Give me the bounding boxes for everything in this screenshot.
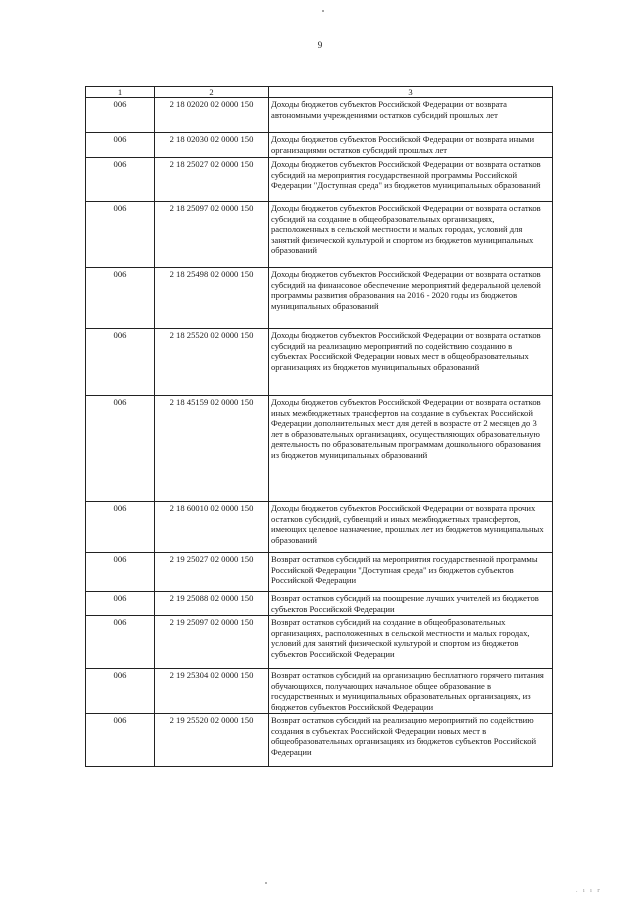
- admin-code-cell: 006: [86, 98, 155, 133]
- income-name-cell: Доходы бюджетов субъектов Российской Федерации от возврата остатков субсидий на мероприятия государственной программы Российской Федерации "Доступная среда" из бюджетов муниципальных образований: [269, 158, 553, 202]
- table-row: [86, 592, 553, 616]
- page-number: 9: [317, 40, 323, 50]
- budget-code-cell: 2 18 25520 02 0000 150: [155, 329, 269, 396]
- income-name-cell: Возврат остатков субсидий на создание в общеобразовательных организациях, расположенных в сельской местности и малых городах, условий для занятий физической культурой и спортом из бюджетов субъектов Российской Федерации: [269, 616, 553, 669]
- income-name-cell: Возврат остатков субсидий на поощрение лучших учителей из бюджетов субъектов Российской Федерации: [269, 592, 553, 616]
- budget-code-cell: 2 18 25097 02 0000 150: [155, 202, 269, 268]
- table-row: [86, 202, 553, 268]
- table-row: [86, 329, 553, 396]
- budget-code-cell: 2 19 25088 02 0000 150: [155, 592, 269, 616]
- table-row: [86, 158, 553, 202]
- scan-speck: [265, 882, 267, 884]
- table-row: [86, 98, 553, 133]
- header-col-2: 2: [155, 87, 269, 98]
- table-row: [86, 714, 553, 767]
- income-name-cell: Доходы бюджетов субъектов Российской Федерации от возврата остатков субсидий на финансовое обеспечение мероприятий федеральной целевой программы развития образования на 2016 - 2020 годы из бюджетов муниципальных образований: [269, 268, 553, 329]
- budget-code-cell: 2 19 25027 02 0000 150: [155, 553, 269, 592]
- table-row: [86, 396, 553, 502]
- budget-code-cell: 2 18 25498 02 0000 150: [155, 268, 269, 329]
- admin-code-cell: 006: [86, 553, 155, 592]
- table-row: [86, 502, 553, 553]
- budget-code-cell: 2 18 02020 02 0000 150: [155, 98, 269, 133]
- admin-code-cell: 006: [86, 202, 155, 268]
- header-col-1: 1: [86, 87, 155, 98]
- header-col-3: 3: [269, 87, 553, 98]
- admin-code-cell: 006: [86, 133, 155, 158]
- table-row: [86, 553, 553, 592]
- budget-code-cell: 2 18 02030 02 0000 150: [155, 133, 269, 158]
- income-name-cell: Возврат остатков субсидий на организацию бесплатного горячего питания обучающихся, получающих начальное общее образование в государственных и муниципальных образовательных организациях, из бюджетов субъектов Российской Федерации: [269, 669, 553, 714]
- admin-code-cell: 006: [86, 592, 155, 616]
- admin-code-cell: 006: [86, 268, 155, 329]
- admin-code-cell: 006: [86, 669, 155, 714]
- admin-code-cell: 006: [86, 714, 155, 767]
- income-name-cell: Доходы бюджетов субъектов Российской Федерации от возврата иными организациями остатков субсидий прошлых лет: [269, 133, 553, 158]
- table-row: [86, 669, 553, 714]
- admin-code-cell: 006: [86, 329, 155, 396]
- table-row: [86, 616, 553, 669]
- budget-code-cell: 2 18 25027 02 0000 150: [155, 158, 269, 202]
- budget-code-cell: 2 19 25520 02 0000 150: [155, 714, 269, 767]
- income-name-cell: Доходы бюджетов субъектов Российской Федерации от возврата остатков субсидий на реализацию мероприятий по содействию созданию в субъектах Российской Федерации новых мест в общеобразовательных организациях из бюджетов муниципальных образований: [269, 329, 553, 396]
- income-name-cell: Возврат остатков субсидий на мероприятия государственной программы Российской Федерации "Доступная среда" из бюджетов субъектов Российской Федерации: [269, 553, 553, 592]
- budget-code-cell: 2 19 25304 02 0000 150: [155, 669, 269, 714]
- income-name-cell: Доходы бюджетов субъектов Российской Федерации от возврата остатков иных межбюджетных трансфертов на создание в субъектах Российской Федерации дополнительных мест для детей в возрасте от 2 месяцев до 3 лет в образовательных организациях, осуществляющих образовательную деятельность по образовательным программам дошкольного образования из бюджетов муниципальных образований: [269, 396, 553, 502]
- scan-speck: [322, 10, 324, 12]
- table-header-row: [86, 87, 553, 98]
- income-name-cell: Возврат остатков субсидий на реализацию мероприятий по содействию создания в субъектах Российской Федерации новых мест в общеобразовательных организациях из бюджетов субъектов Российской Федерации: [269, 714, 553, 767]
- admin-code-cell: 006: [86, 616, 155, 669]
- table-row: [86, 133, 553, 158]
- budget-code-cell: 2 18 45159 02 0000 150: [155, 396, 269, 502]
- budget-code-cell: 2 18 60010 02 0000 150: [155, 502, 269, 553]
- income-name-cell: Доходы бюджетов субъектов Российской Федерации от возврата автономными учреждениями остатков субсидий прошлых лет: [269, 98, 553, 133]
- budget-code-cell: 2 19 25097 02 0000 150: [155, 616, 269, 669]
- income-name-cell: Доходы бюджетов субъектов Российской Федерации от возврата остатков субсидий на создание в общеобразовательных организациях, расположенных в сельской местности и малых городах, условий для занятий физической культурой и спортом из бюджетов муниципальных образований: [269, 202, 553, 268]
- admin-code-cell: 006: [86, 158, 155, 202]
- income-name-cell: Доходы бюджетов субъектов Российской Федерации от возврата прочих остатков субсидий, субвенций и иных межбюджетных трансфертов, имеющих целевое назначение, прошлых лет из бюджетов муниципальных образований: [269, 502, 553, 553]
- budget-codes-table: [85, 86, 553, 767]
- admin-code-cell: 006: [86, 396, 155, 502]
- corner-mark: . ı ı г: [576, 888, 602, 894]
- admin-code-cell: 006: [86, 502, 155, 553]
- table-row: [86, 268, 553, 329]
